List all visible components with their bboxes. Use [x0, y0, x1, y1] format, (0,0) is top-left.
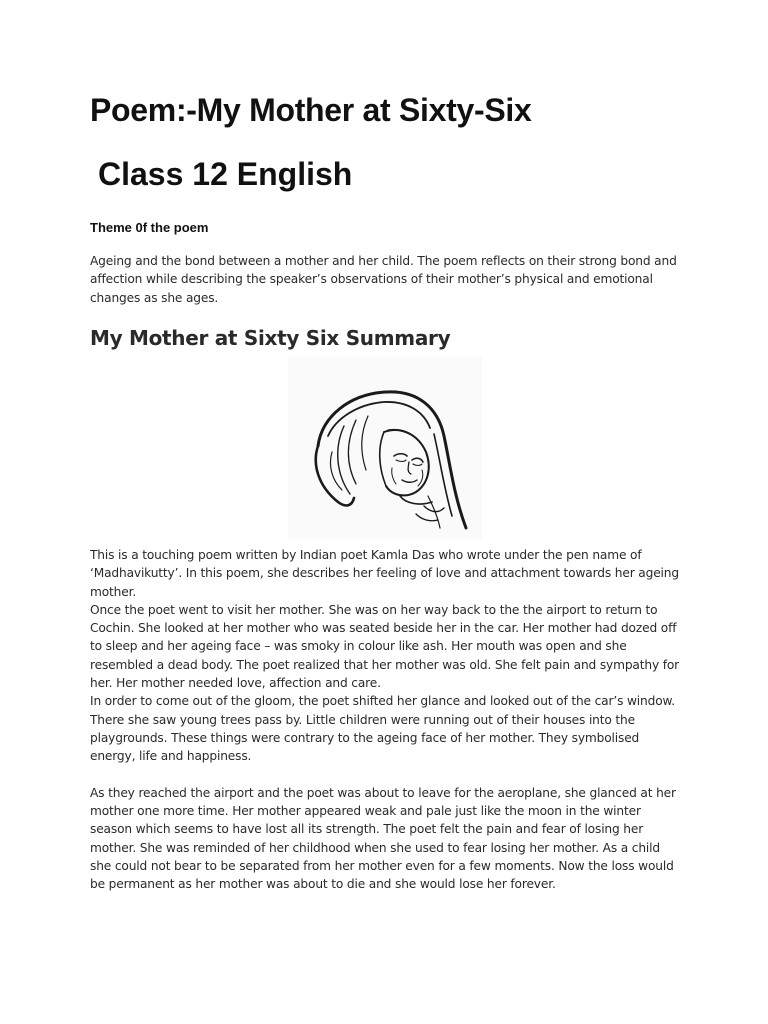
summary-paragraph: As they reached the airport and the poet was about to leave for the aeroplane, she glanced at her mother one more time. Her mother appeared weak and pale just like the moon in the winter season which seems to have lost all its strength. The poet felt the pain and fear of losing her mother. She was reminded of her childhood when she used to fear losing her mother. As a child she could not bear to be separated from her mother even for a few moments. Now the loss would be permanent as her mother was about to die and she would lose her forever.	[90, 785, 676, 892]
theme-heading: Theme 0f the poem	[90, 220, 209, 235]
page-subtitle: Class 12 English	[98, 156, 353, 192]
summary-body	[90, 546, 680, 894]
summary-heading: My Mother at Sixty Six Summary	[90, 326, 451, 350]
theme-paragraph: Ageing and the bond between a mother and her child. The poem reflects on their strong bond and affection while describing the speaker’s observations of their mother’s physical and emotional changes as she ages.	[90, 254, 677, 305]
page-title: Poem:-My Mother at Sixty-Six	[90, 92, 532, 128]
paragraph-spacer	[90, 766, 680, 784]
summary-paragraph: This is a touching poem written by Indian poet Kamla Das who wrote under the pen name of ‘Madhavikutty’. In this poem, she describes her feeling of love and attachment towards her ageing mother.	[90, 548, 679, 599]
mother-sketch-drawing	[288, 356, 482, 540]
summary-paragraph: Once the poet went to visit her mother. She was on her way back to the the airport to return to Cochin. She looked at her mother who was seated beside her in the car. Her mother had dozed off to sleep and her ageing face – was smoky in colour like ash. Her mouth was open and she resembled a dead body. The poet realized that her mother was old. She felt pain and sympathy for her. Her mother needed love, affection and care.	[90, 602, 680, 691]
summary-paragraph: In order to come out of the gloom, the poet shifted her glance and looked out of the car’s window. There she saw young trees pass by. Little children were running out of their houses into the playgrounds. These things were contrary to the ageing face of her mother. They symbolised energy, life and happiness.	[90, 694, 675, 764]
mother-sketch-illustration	[288, 356, 482, 540]
